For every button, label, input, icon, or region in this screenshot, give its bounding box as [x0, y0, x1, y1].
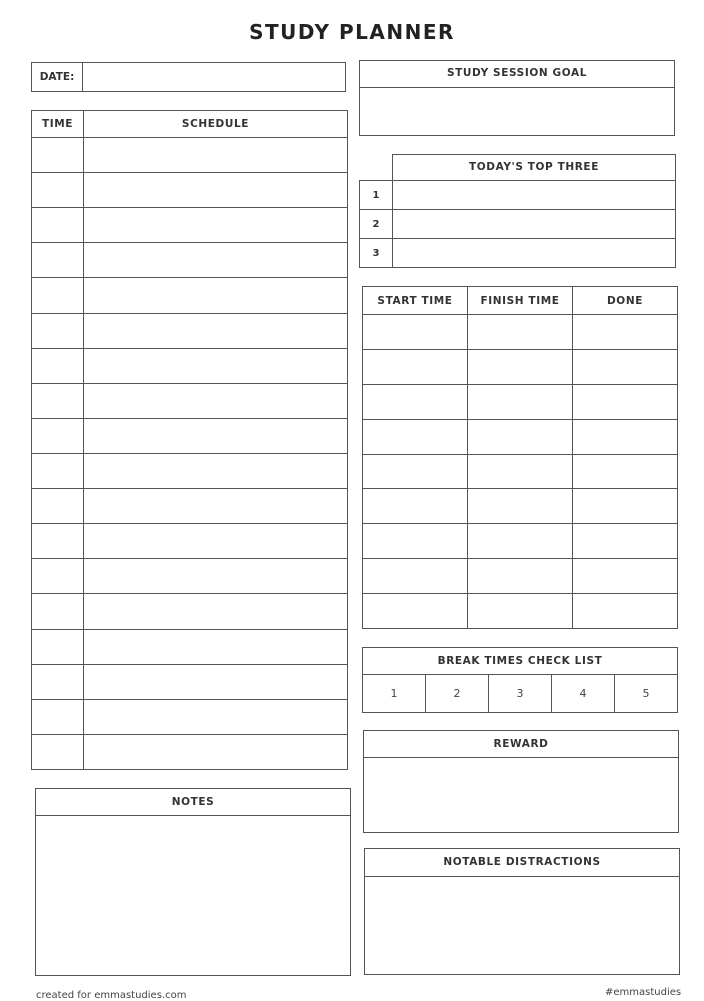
- top-three-item: [360, 181, 675, 210]
- distractions-field[interactable]: [365, 877, 679, 974]
- schedule-cell[interactable]: [84, 630, 347, 664]
- top-three-box: [359, 154, 676, 268]
- done-cell[interactable]: [573, 489, 677, 523]
- schedule-cell[interactable]: [84, 594, 347, 628]
- schedule-cell[interactable]: [84, 665, 347, 699]
- break-checkbox-4[interactable]: [552, 675, 615, 712]
- session-row: [363, 489, 677, 524]
- top-three-number: 1: [360, 181, 393, 209]
- top-three-number: 3: [360, 239, 393, 267]
- reward-header: REWARD: [364, 731, 678, 758]
- time-cell[interactable]: [32, 173, 84, 207]
- distractions-header: NOTABLE DISTRACTIONS: [365, 849, 679, 877]
- session-row: [363, 524, 677, 559]
- done-cell[interactable]: [573, 420, 677, 454]
- session-row: [363, 385, 677, 420]
- session-row: [363, 594, 677, 628]
- break-number: 4: [579, 687, 587, 700]
- sessions-table: [362, 286, 678, 629]
- schedule-cell[interactable]: [84, 419, 347, 453]
- top-three-header: TODAY'S TOP THREE: [392, 154, 676, 181]
- break-times-row: [363, 675, 677, 712]
- done-cell[interactable]: [573, 455, 677, 489]
- schedule-row: [32, 278, 347, 313]
- time-cell[interactable]: [32, 349, 84, 383]
- start-time-cell[interactable]: [363, 524, 468, 558]
- sessions-rows: [363, 315, 677, 628]
- break-times-box: [362, 647, 678, 713]
- schedule-cell[interactable]: [84, 173, 347, 207]
- time-cell[interactable]: [32, 700, 84, 734]
- schedule-cell[interactable]: [84, 700, 347, 734]
- time-cell[interactable]: [32, 735, 84, 769]
- schedule-row: [32, 454, 347, 489]
- schedule-row: [32, 559, 347, 594]
- schedule-row: [32, 489, 347, 524]
- schedule-row: [32, 208, 347, 243]
- finish-time-cell[interactable]: [468, 455, 573, 489]
- schedule-row: [32, 314, 347, 349]
- finish-time-cell[interactable]: [468, 385, 573, 419]
- finish-time-header: FINISH TIME: [468, 287, 573, 314]
- schedule-row: [32, 349, 347, 384]
- notes-box: [35, 788, 351, 976]
- schedule-column-header: SCHEDULE: [181, 118, 250, 130]
- distractions-box: [364, 848, 680, 975]
- finish-time-cell[interactable]: [468, 594, 573, 628]
- done-cell[interactable]: [573, 385, 677, 419]
- session-row: [363, 559, 677, 594]
- time-cell[interactable]: [32, 278, 84, 312]
- time-cell[interactable]: [32, 665, 84, 699]
- time-cell[interactable]: [32, 454, 84, 488]
- time-cell[interactable]: [32, 384, 84, 418]
- footer-credit: created for emmastudies.com: [36, 990, 187, 1001]
- schedule-row: [32, 173, 347, 208]
- schedule-table: [31, 110, 348, 770]
- schedule-row: [32, 384, 347, 419]
- done-cell[interactable]: [573, 350, 677, 384]
- study-session-goal-header: STUDY SESSION GOAL: [360, 61, 674, 88]
- time-cell[interactable]: [32, 559, 84, 593]
- done-header: DONE: [606, 294, 643, 307]
- time-column-header: TIME: [32, 111, 84, 137]
- schedule-row: [32, 524, 347, 559]
- date-field[interactable]: [83, 63, 345, 91]
- session-row: [363, 420, 677, 455]
- schedule-row: [32, 630, 347, 665]
- top-three-field[interactable]: [393, 239, 675, 267]
- date-box: [31, 62, 346, 92]
- schedule-cell[interactable]: [84, 208, 347, 242]
- schedule-cell[interactable]: [84, 524, 347, 558]
- break-checkbox-2[interactable]: [426, 675, 489, 712]
- top-three-number: 2: [360, 210, 393, 238]
- done-cell[interactable]: [573, 594, 677, 628]
- notes-field[interactable]: [36, 816, 350, 975]
- time-cell[interactable]: [32, 630, 84, 664]
- schedule-row: [32, 665, 347, 700]
- study-session-goal-box: [359, 60, 675, 136]
- session-row: [363, 350, 677, 385]
- break-checkbox-1[interactable]: [363, 675, 426, 712]
- top-three-field[interactable]: [393, 210, 675, 238]
- schedule-row: [32, 243, 347, 278]
- finish-time-cell[interactable]: [468, 559, 573, 593]
- time-cell[interactable]: [32, 314, 84, 348]
- start-time-cell[interactable]: [363, 350, 468, 384]
- time-cell[interactable]: [32, 419, 84, 453]
- study-session-goal-field[interactable]: [360, 88, 674, 135]
- top-three-item: [360, 210, 675, 239]
- start-time-cell[interactable]: [363, 455, 468, 489]
- break-number: 5: [642, 687, 650, 700]
- schedule-cell[interactable]: [84, 278, 347, 312]
- finish-time-cell[interactable]: [468, 350, 573, 384]
- session-row: [363, 315, 677, 350]
- break-checkbox-3[interactable]: [489, 675, 552, 712]
- finish-time-cell[interactable]: [468, 315, 573, 349]
- session-row: [363, 455, 677, 490]
- schedule-row: [32, 138, 347, 173]
- start-time-cell[interactable]: [363, 559, 468, 593]
- schedule-row: [32, 594, 347, 629]
- schedule-cell[interactable]: [84, 314, 347, 348]
- break-number: 3: [516, 687, 524, 700]
- schedule-header-row: [32, 111, 347, 138]
- start-time-cell[interactable]: [363, 420, 468, 454]
- page-title: STUDY PLANNER: [249, 20, 455, 44]
- start-time-cell[interactable]: [363, 315, 468, 349]
- schedule-row: [32, 735, 347, 769]
- break-number: 1: [390, 687, 398, 700]
- schedule-cell[interactable]: [84, 138, 347, 172]
- start-time-header: START TIME: [363, 287, 468, 314]
- schedule-cell[interactable]: [84, 243, 347, 277]
- footer-hashtag: #emmastudies: [605, 987, 682, 998]
- schedule-cell[interactable]: [84, 349, 347, 383]
- start-time-cell[interactable]: [363, 489, 468, 523]
- schedule-cell[interactable]: [84, 454, 347, 488]
- time-cell[interactable]: [32, 243, 84, 277]
- time-cell[interactable]: [32, 594, 84, 628]
- top-three-list: [359, 180, 676, 268]
- done-cell[interactable]: [573, 315, 677, 349]
- notes-header: NOTES: [36, 789, 350, 816]
- time-cell[interactable]: [32, 524, 84, 558]
- break-checkbox-5[interactable]: [615, 675, 677, 712]
- done-cell[interactable]: [573, 524, 677, 558]
- schedule-row: [32, 419, 347, 454]
- done-cell[interactable]: [573, 559, 677, 593]
- break-number: 2: [453, 687, 461, 700]
- break-times-header: BREAK TIMES CHECK LIST: [363, 648, 677, 675]
- schedule-cell[interactable]: [84, 735, 347, 769]
- time-cell[interactable]: [32, 208, 84, 242]
- start-time-cell[interactable]: [363, 594, 468, 628]
- finish-time-cell[interactable]: [468, 524, 573, 558]
- schedule-rows: [32, 138, 347, 769]
- schedule-cell[interactable]: [84, 489, 347, 523]
- schedule-cell[interactable]: [84, 384, 347, 418]
- date-label: DATE:: [32, 63, 83, 91]
- time-cell[interactable]: [32, 489, 84, 523]
- finish-time-cell[interactable]: [468, 489, 573, 523]
- time-cell[interactable]: [32, 138, 84, 172]
- top-three-field[interactable]: [393, 181, 675, 209]
- schedule-cell[interactable]: [84, 559, 347, 593]
- reward-field[interactable]: [364, 758, 678, 832]
- reward-box: [363, 730, 679, 833]
- schedule-row: [32, 700, 347, 735]
- top-three-item: [360, 239, 675, 267]
- start-time-cell[interactable]: [363, 385, 468, 419]
- finish-time-cell[interactable]: [468, 420, 573, 454]
- sessions-header-row: [363, 287, 677, 315]
